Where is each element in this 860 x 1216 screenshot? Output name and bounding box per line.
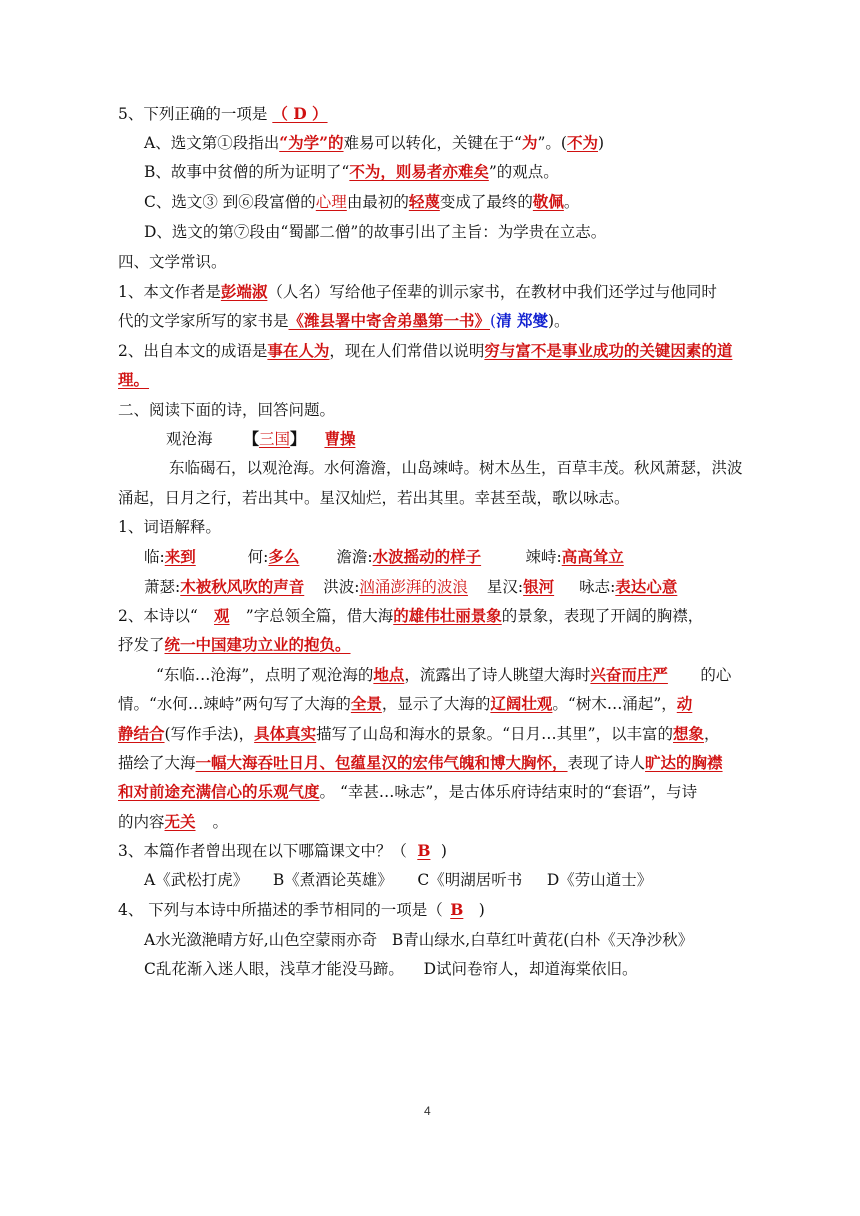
text: 。 “幸甚…咏志”，是古体乐府诗结束时的“套语”，与诗 [319,783,698,801]
text: D、选文的第⑦段由“蜀鄙二僧”的故事引出了主旨：为学贵在立志。 [144,223,607,241]
vocab-row1 [144,546,624,568]
vocab-row2 [144,576,677,598]
text: 的内容 [118,813,165,831]
answer-text: 事在人为 [267,341,330,360]
answer-text: 心理 [315,193,347,211]
text: 2、本诗以“ [118,607,198,625]
q5-stem: 5、下列正确的一项是 [118,105,268,123]
q3-stem-line [118,840,447,862]
answer-text: 三国 [258,430,290,448]
q5-option-b [144,161,559,183]
text: 二、阅读下面的诗，回答问题。 [118,401,336,419]
poem-title-line [166,428,355,450]
answer-text: 辽阔壮观 [490,694,553,713]
answer-text: 高高耸立 [561,547,624,566]
text: 。 [212,813,229,831]
text: 代的文学家所写的家书是 [118,312,289,330]
answer-text: 来到 [164,547,196,566]
text: 】 [289,429,306,448]
text: ， [704,725,720,743]
q2-line1 [118,605,703,627]
text: B、故事中贫僧的所为证明了“ [144,163,350,181]
text: C、选文③ 到⑥段富僧的 [144,193,316,211]
text: 萧瑟: [144,578,181,596]
text: 【 [243,429,259,448]
section-heading [118,399,335,421]
section-heading [118,251,227,273]
text: 临: [144,548,165,566]
answer-text: 兴奋而庄严 [590,665,668,684]
text: (写作手法)， [164,725,255,743]
answer-text: 观 [214,606,230,625]
text: ”的观点。 [488,163,559,181]
poem-text-line2 [118,487,630,509]
text: ) [478,901,485,919]
answer-text: 为 [521,133,538,152]
q2-line2 [118,634,351,656]
analysis-line3 [118,723,720,745]
q5-option-c [144,191,579,213]
answer-text: 《潍县署中寄舍弟墨第一书》 [288,311,491,330]
answer-text: 多么 [268,547,300,566]
text: 1、词语解释。 [118,518,221,536]
answer-text: 和对前途充满信心的乐观气度 [118,782,320,801]
text: （人名）写给他子侄辈的训示家书，在教材中我们还学过与他同时 [267,283,717,301]
text: ，流露出了诗人眺望大海时 [404,666,591,684]
answer-text: 统一中国建功立业的抱负。 [164,635,351,654]
answer-text: “为学”的 [279,133,344,152]
analysis-line2 [118,693,692,715]
text: 难易可以转化，关键在于“ [343,134,522,152]
text: A水光潋滟晴方好,山色空蒙雨亦奇 B青山绿水,白草红叶黄花(白朴《天净沙秋》 [144,931,694,949]
analysis-line4 [118,752,723,774]
text: 四、文学常识。 [118,253,227,271]
vocab-heading [118,516,221,538]
text: 2、出自本文的成语是 [118,342,268,360]
answer-text: 彭端淑 [220,282,268,301]
answer-text: 轻蔑 [408,192,440,211]
analysis-line1 [156,664,731,686]
answer-text: 理。 [118,370,150,389]
text: ”字总领全篇，借大海 [245,607,394,625]
text: 星汉: [486,578,524,596]
text: 1、本文作者是 [118,283,221,301]
answer-text: B [417,841,431,860]
answer-text: 表达心意 [615,577,678,596]
sec4-item2-line1 [118,340,732,362]
answer-text: 具体真实 [254,724,317,743]
text: )。 [548,312,570,330]
answer-text: 一幅大海吞吐日月、包蕴星汉的宏伟气魄和博大胸怀， [195,753,568,772]
text: ”。( [537,134,567,152]
answer-text: 汹涌澎湃的波浪 [359,578,468,596]
text: 澹澹: [336,548,373,566]
analysis-line5 [118,781,697,803]
sec4-item2-line2 [118,369,149,391]
text: 咏志: [579,578,616,596]
text: 表现了诗人 [567,754,646,772]
q4-options-line2 [144,958,638,980]
answer-text: 静结合 [118,724,165,743]
answer-text: 不为，则易者亦难矣 [349,162,489,181]
q5-stem-line [118,103,328,125]
text: ，现在人们常借以说明 [329,342,485,360]
text: ( [490,312,497,330]
answer-text: 的雄伟壮丽景象 [393,606,502,625]
text: 3、本篇作者曾出现在以下哪篇课文中？（ [118,842,407,860]
answer-text: 清 郑燮 [496,311,548,330]
text: A《武松打虎》 B《煮酒论英雄》 C《明湖居听书 D《劳山道士》 [144,871,653,889]
poem-title: 观沧海 [166,430,213,448]
text: 情。“水何…竦峙”两句写了大海的 [118,695,351,713]
answer-text: 曹操 [324,429,356,448]
answer-text: 想象 [673,724,705,743]
text: “东临…沧海”，点明了观沧海的 [156,666,374,684]
text: 的景象，表现了开阔的胸襟， [501,607,704,625]
q5-option-a [144,132,604,154]
analysis-line6 [118,811,228,833]
text: ) [598,134,605,152]
text: 的心 [700,666,732,684]
sec4-item1-line2 [118,310,570,332]
q4-stem-line [118,899,485,921]
answer-text: 穷与富不是事业成功的关键因素的道 [484,341,733,360]
page-number: 4 [424,1104,431,1118]
answer-text: 水波摇动的样子 [372,547,482,566]
answer-text: 地点 [373,665,405,684]
answer-text: 银河 [523,577,555,596]
text: 竦峙: [525,548,562,566]
poem-text-line1 [169,457,743,479]
text: ) [440,842,447,860]
text: 。“树木…涌起”， [552,695,677,713]
q5-answer: （ D ） [272,104,328,123]
answer-text: 木被秋风吹的声音 [180,577,305,596]
text: 涌起，日月之行，若出其中。星汉灿烂，若出其里。幸甚至哉，歌以咏志。 [118,489,630,507]
text: ，显示了大海的 [381,695,491,713]
text: 抒发了 [118,636,165,654]
answer-text: 不为 [566,133,598,152]
text: 由最初的 [346,193,409,211]
sec4-item1-line1 [118,281,717,303]
text: 描绘了大海 [118,754,196,772]
text: 东临碣石，以观沧海。水何澹澹，山岛竦峙。树木丛生，百草丰茂。秋风萧瑟，洪波 [169,459,743,477]
text: 洪波: [323,578,360,596]
text: A、选文第①段指出 [144,134,280,152]
answer-text: B [450,900,464,919]
answer-text: 动 [676,694,693,713]
answer-text: 旷达的胸襟 [645,753,723,772]
text: C乱花渐入迷人眼，浅草才能没马蹄。 D试问卷帘人，却道海棠依旧。 [144,960,638,978]
answer-text: 全景 [350,694,382,713]
answer-text: 无关 [164,812,196,831]
q4-options-line1 [144,929,693,951]
q3-options [144,869,652,891]
q5-option-d [144,221,606,243]
text: 何: [247,548,269,566]
text: 变成了最终的 [439,193,533,211]
text: 描写了山岛和海水的景象。“日月…其里”，以丰富的 [316,725,673,743]
answer-text: 敬佩 [532,192,564,211]
text: 。 [563,193,580,211]
text: 4、 下列与本诗中所描述的季节相同的一项是（ [118,901,443,919]
